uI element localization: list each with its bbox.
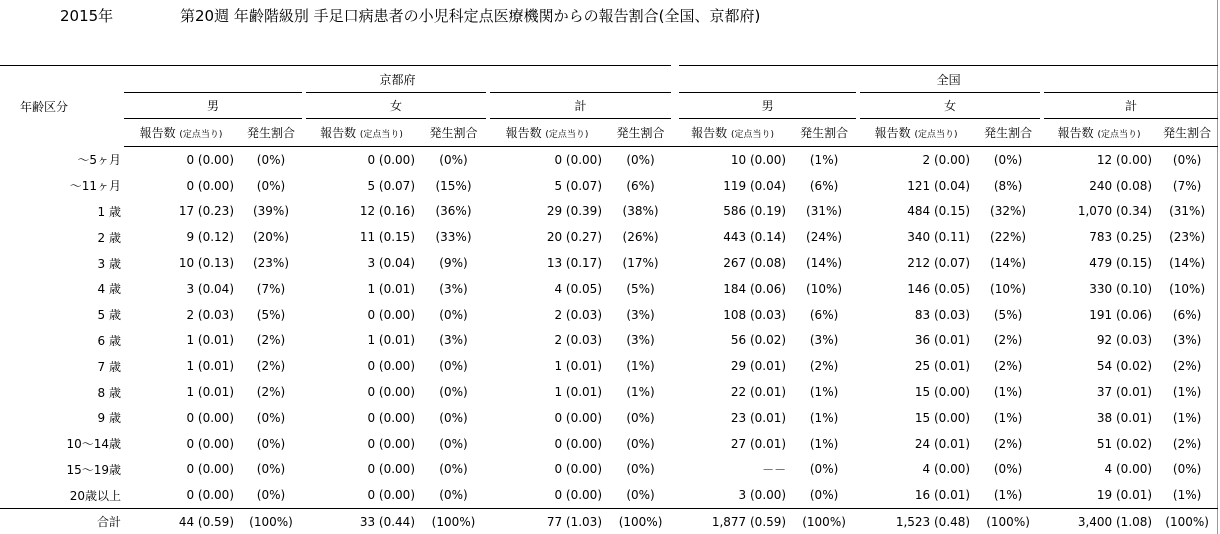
rate-cell: (1%) — [1172, 488, 1202, 503]
count-cell: 5 (0.07) — [367, 178, 415, 193]
rate-cell: (6%) — [626, 178, 655, 193]
rate-cell: (100%) — [238, 509, 304, 534]
column-header-row — [0, 119, 1218, 147]
sex-header: 計 — [1042, 93, 1218, 119]
count-cell: 1 (0.01) — [186, 333, 234, 348]
age-label: 10〜14歳 — [66, 437, 121, 452]
rate-cell: (39%) — [252, 204, 290, 219]
count-cell: 484 (0.15) — [907, 204, 971, 219]
rate-cell: (0%) — [439, 462, 468, 477]
count-cell: 0 (0.00) — [554, 488, 602, 503]
rate-column-header: 発生割合 — [419, 119, 488, 147]
count-cell: 29 (0.39) — [546, 204, 602, 219]
rate-cell: (7%) — [1172, 178, 1202, 193]
sex-header: 女 — [858, 93, 1042, 119]
rate-cell: (2%) — [256, 333, 286, 348]
rate-cell: (14%) — [1169, 256, 1206, 271]
count-cell: 121 (0.04) — [907, 178, 971, 193]
age-label: 7 歳 — [97, 359, 121, 374]
count-cell: 16 (0.01) — [914, 488, 971, 503]
age-label: 5 歳 — [97, 308, 121, 323]
count-cell: 27 (0.01) — [730, 436, 787, 451]
age-column-header: 年齢区分 — [0, 66, 124, 147]
rate-cell: (0%) — [626, 152, 655, 167]
age-label: 合計 — [0, 509, 124, 534]
count-cell: 0 (0.00) — [367, 462, 415, 477]
age-label: 4 歳 — [97, 282, 121, 297]
rate-cell: (0%) — [626, 488, 655, 503]
rate-cell: (6%) — [1172, 307, 1202, 322]
count-column-header — [304, 119, 419, 147]
rate-cell: (1%) — [809, 385, 839, 400]
rate-cell: (10%) — [1169, 281, 1206, 296]
count-sub-label: (定点当り) — [914, 130, 958, 140]
count-cell: 36 (0.01) — [914, 333, 971, 348]
count-cell: 443 (0.14) — [723, 230, 787, 245]
count-cell: 0 (0.00) — [367, 488, 415, 503]
count-cell: 9 (0.12) — [186, 230, 234, 245]
count-sub-label: (定点当り) — [545, 130, 589, 140]
rate-cell: (2%) — [809, 359, 839, 374]
rate-cell: (3%) — [809, 333, 839, 348]
rate-cell: (0%) — [256, 488, 286, 503]
count-cell: 3,400 (1.08) — [1042, 509, 1156, 534]
rate-cell: (17%) — [622, 256, 659, 271]
table-row — [0, 353, 1218, 379]
count-cell: 108 (0.03) — [723, 307, 787, 322]
rate-cell: (14%) — [806, 256, 843, 271]
count-cell: 92 (0.03) — [1096, 333, 1153, 348]
count-cell: 1,523 (0.48) — [858, 509, 974, 534]
count-cell: 56 (0.02) — [730, 333, 787, 348]
rate-cell: (0%) — [439, 410, 468, 425]
count-cell: 1 (0.01) — [186, 359, 234, 374]
count-cell: －－ — [762, 462, 787, 477]
rate-cell: (1%) — [626, 385, 655, 400]
count-cell: 0 (0.00) — [554, 462, 602, 477]
total-row — [0, 509, 1218, 534]
count-cell: 77 (1.03) — [488, 509, 606, 534]
rate-cell: (3%) — [439, 333, 468, 348]
table-row — [0, 224, 1218, 250]
table-row — [0, 147, 1218, 173]
rate-cell: (2%) — [1172, 359, 1202, 374]
rate-column-header: 発生割合 — [790, 119, 858, 147]
count-cell: 267 (0.08) — [723, 256, 787, 271]
rate-cell: (0%) — [256, 462, 286, 477]
region-kyoto: 京都府 — [124, 66, 675, 93]
rate-cell: (0%) — [439, 488, 468, 503]
rate-column-header: 発生割合 — [1156, 119, 1218, 147]
count-cell: 3 (0.04) — [186, 281, 234, 296]
rate-cell: (0%) — [439, 436, 468, 451]
rate-cell: (1%) — [809, 436, 839, 451]
count-cell: 0 (0.00) — [367, 436, 415, 451]
count-cell: 1,877 (0.59) — [675, 509, 790, 534]
count-cell: 0 (0.00) — [186, 436, 234, 451]
count-cell: 15 (0.00) — [914, 410, 971, 425]
report-year: 2015年 — [60, 7, 114, 25]
count-cell: 2 (0.00) — [922, 152, 971, 167]
count-cell: 1 (0.01) — [186, 385, 234, 400]
rate-cell: (0%) — [809, 462, 839, 477]
rate-cell: (5%) — [993, 307, 1023, 322]
count-cell: 340 (0.11) — [907, 230, 971, 245]
age-label: 2 歳 — [97, 230, 121, 245]
count-cell: 51 (0.02) — [1096, 436, 1153, 451]
count-cell: 0 (0.00) — [367, 359, 415, 374]
rate-cell: (100%) — [790, 509, 858, 534]
rate-cell: (2%) — [993, 333, 1023, 348]
count-cell: 240 (0.08) — [1089, 178, 1153, 193]
rate-cell: (3%) — [1172, 333, 1202, 348]
rate-cell: (1%) — [809, 410, 839, 425]
sex-header: 男 — [675, 93, 858, 119]
rate-column-header: 発生割合 — [606, 119, 675, 147]
rate-cell: (3%) — [439, 281, 468, 296]
count-cell: 23 (0.01) — [730, 410, 787, 425]
age-label: 15〜19歳 — [66, 462, 121, 477]
count-cell: 2 (0.03) — [554, 307, 602, 322]
table-row — [0, 379, 1218, 405]
count-label: 報告数 — [139, 126, 176, 140]
table-row — [0, 302, 1218, 328]
rate-cell: (0%) — [1172, 152, 1202, 167]
rate-cell: (5%) — [256, 307, 286, 322]
rate-cell: (1%) — [1172, 385, 1202, 400]
count-cell: 0 (0.00) — [367, 152, 415, 167]
rate-column-header: 発生割合 — [974, 119, 1042, 147]
rate-cell: (38%) — [622, 204, 659, 219]
count-cell: 1 (0.01) — [554, 385, 602, 400]
rate-cell: (0%) — [1172, 462, 1202, 477]
count-cell: 0 (0.00) — [367, 385, 415, 400]
count-cell: 54 (0.02) — [1096, 359, 1153, 374]
count-cell: 22 (0.01) — [730, 385, 787, 400]
rate-cell: (5%) — [626, 281, 655, 296]
age-label: 〜11ヶ月 — [69, 179, 121, 194]
rate-cell: (6%) — [809, 307, 839, 322]
count-cell: 0 (0.00) — [186, 178, 234, 193]
count-cell: 15 (0.00) — [914, 385, 971, 400]
count-cell: 0 (0.00) — [554, 152, 602, 167]
count-cell: 25 (0.01) — [914, 359, 971, 374]
table-row — [0, 482, 1218, 508]
rate-cell: (100%) — [1156, 509, 1218, 534]
rate-cell: (8%) — [993, 178, 1023, 193]
rate-cell: (0%) — [809, 488, 839, 503]
table-row — [0, 199, 1218, 225]
rate-cell: (9%) — [439, 256, 468, 271]
rate-cell: (23%) — [252, 256, 290, 271]
sex-header: 男 — [124, 93, 304, 119]
rate-cell: (6%) — [809, 178, 839, 193]
count-cell: 10 (0.13) — [178, 256, 234, 271]
rate-cell: (0%) — [256, 178, 286, 193]
rate-cell: (2%) — [993, 359, 1023, 374]
count-sub-label: (定点当り) — [1097, 130, 1141, 140]
rate-cell: (33%) — [435, 230, 472, 245]
rate-cell: (0%) — [993, 152, 1023, 167]
age-label: 8 歳 — [97, 385, 121, 400]
count-cell: 10 (0.00) — [730, 152, 787, 167]
age-label: 20歳以上 — [69, 488, 121, 503]
count-cell: 0 (0.00) — [554, 410, 602, 425]
rate-cell: (10%) — [806, 281, 843, 296]
count-cell: 33 (0.44) — [304, 509, 419, 534]
sex-header: 計 — [488, 93, 675, 119]
count-cell: 1 (0.01) — [367, 333, 415, 348]
count-cell: 12 (0.16) — [359, 204, 415, 219]
table-row — [0, 457, 1218, 483]
rate-cell: (0%) — [256, 152, 286, 167]
rate-cell: (100%) — [606, 509, 675, 534]
rate-cell: (0%) — [439, 359, 468, 374]
count-cell: 44 (0.59) — [124, 509, 238, 534]
count-cell: 0 (0.00) — [186, 462, 234, 477]
count-cell: 3 (0.04) — [367, 256, 415, 271]
count-cell: 83 (0.03) — [914, 307, 971, 322]
count-cell: 11 (0.15) — [359, 230, 415, 245]
count-cell: 4 (0.00) — [1104, 462, 1153, 477]
table-row — [0, 405, 1218, 431]
count-cell: 24 (0.01) — [914, 436, 971, 451]
count-label: 報告数 — [1057, 126, 1094, 140]
rate-cell: (15%) — [435, 178, 472, 193]
count-cell: 212 (0.07) — [907, 256, 971, 271]
rate-cell: (36%) — [435, 204, 472, 219]
rate-cell: (0%) — [439, 152, 468, 167]
count-cell: 0 (0.00) — [367, 307, 415, 322]
count-column-header — [675, 119, 790, 147]
rate-cell: (32%) — [990, 204, 1027, 219]
count-cell: 17 (0.23) — [178, 204, 234, 219]
table-row — [0, 431, 1218, 457]
count-cell: 0 (0.00) — [186, 152, 234, 167]
rate-cell: (3%) — [626, 307, 655, 322]
count-cell: 5 (0.07) — [554, 178, 602, 193]
rate-cell: (2%) — [256, 385, 286, 400]
rate-cell: (2%) — [993, 436, 1023, 451]
age-label: 6 歳 — [97, 333, 121, 348]
rate-cell: (20%) — [252, 230, 290, 245]
rate-cell: (10%) — [990, 281, 1027, 296]
count-cell: 191 (0.06) — [1089, 307, 1153, 322]
rate-cell: (31%) — [806, 204, 843, 219]
count-label: 報告数 — [691, 126, 728, 140]
count-column-header — [1042, 119, 1156, 147]
report-table — [0, 65, 1218, 534]
count-cell: 2 (0.03) — [186, 307, 234, 322]
count-column-header — [488, 119, 606, 147]
table-row — [0, 276, 1218, 302]
rate-cell: (7%) — [256, 281, 286, 296]
rate-cell: (0%) — [256, 436, 286, 451]
rate-cell: (0%) — [626, 462, 655, 477]
rate-cell: (26%) — [622, 230, 659, 245]
count-cell: 184 (0.06) — [723, 281, 787, 296]
rate-cell: (31%) — [1169, 204, 1206, 219]
sex-header: 女 — [304, 93, 488, 119]
count-cell: 37 (0.01) — [1096, 385, 1153, 400]
count-cell: 2 (0.03) — [554, 333, 602, 348]
count-cell: 1 (0.01) — [367, 281, 415, 296]
count-cell: 1 (0.01) — [554, 359, 602, 374]
rate-cell: (2%) — [1172, 436, 1202, 451]
rate-cell: (0%) — [439, 385, 468, 400]
count-cell: 783 (0.25) — [1089, 230, 1153, 245]
rate-cell: (2%) — [256, 359, 286, 374]
rate-cell: (3%) — [626, 333, 655, 348]
table-row — [0, 173, 1218, 199]
count-cell: 12 (0.00) — [1096, 152, 1153, 167]
count-column-header — [124, 119, 238, 147]
rate-cell: (24%) — [806, 230, 843, 245]
count-label: 報告数 — [320, 126, 357, 140]
rate-cell: (100%) — [974, 509, 1042, 534]
rate-cell: (1%) — [993, 385, 1023, 400]
report-title: 第20週 年齢階級別 手足口病患者の小児科定点医療機関からの報告割合(全国、京都府) — [180, 7, 761, 25]
count-label: 報告数 — [874, 126, 911, 140]
count-cell: 20 (0.27) — [546, 230, 602, 245]
count-cell: 0 (0.00) — [186, 488, 234, 503]
count-sub-label: (定点当り) — [359, 130, 403, 140]
rate-column-header: 発生割合 — [238, 119, 304, 147]
age-label: 1 歳 — [97, 204, 121, 219]
rate-cell: (0%) — [256, 410, 286, 425]
count-cell: 3 (0.00) — [738, 488, 787, 503]
rate-cell: (1%) — [1172, 410, 1202, 425]
count-cell: 13 (0.17) — [546, 256, 602, 271]
count-cell: 586 (0.19) — [723, 204, 787, 219]
age-label: 〜5ヶ月 — [77, 153, 121, 168]
count-sub-label: (定点当り) — [730, 130, 775, 140]
count-cell: 38 (0.01) — [1096, 410, 1153, 425]
age-label: 9 歳 — [97, 411, 121, 426]
rate-cell: (1%) — [626, 359, 655, 374]
sex-header-row — [0, 93, 1218, 119]
rate-cell: (0%) — [993, 462, 1023, 477]
count-cell: 119 (0.04) — [723, 178, 787, 193]
table-row — [0, 250, 1218, 276]
count-cell: 4 (0.05) — [554, 281, 602, 296]
rate-cell: (0%) — [439, 307, 468, 322]
count-cell: 4 (0.00) — [922, 462, 971, 477]
count-cell: 1,070 (0.34) — [1077, 204, 1153, 219]
rate-cell: (22%) — [990, 230, 1027, 245]
rate-cell: (1%) — [993, 410, 1023, 425]
rate-cell: (23%) — [1169, 230, 1206, 245]
rate-cell: (1%) — [809, 152, 839, 167]
rate-cell: (0%) — [626, 410, 655, 425]
region-header-row — [0, 66, 1218, 93]
count-cell: 330 (0.10) — [1089, 281, 1153, 296]
region-japan: 全国 — [675, 66, 1218, 93]
count-cell: 0 (0.00) — [186, 410, 234, 425]
count-cell: 0 (0.00) — [367, 410, 415, 425]
table-row — [0, 328, 1218, 354]
rate-cell: (1%) — [993, 488, 1023, 503]
rate-cell: (14%) — [990, 256, 1027, 271]
count-sub-label: (定点当り) — [179, 130, 223, 140]
count-cell: 0 (0.00) — [554, 436, 602, 451]
count-cell: 146 (0.05) — [907, 281, 971, 296]
rate-cell: (100%) — [419, 509, 488, 534]
rate-cell: (0%) — [626, 436, 655, 451]
count-cell: 479 (0.15) — [1089, 256, 1153, 271]
count-cell: 19 (0.01) — [1096, 488, 1153, 503]
count-label: 報告数 — [505, 126, 542, 140]
count-column-header — [858, 119, 974, 147]
age-label: 3 歳 — [97, 256, 121, 271]
count-cell: 29 (0.01) — [730, 359, 787, 374]
